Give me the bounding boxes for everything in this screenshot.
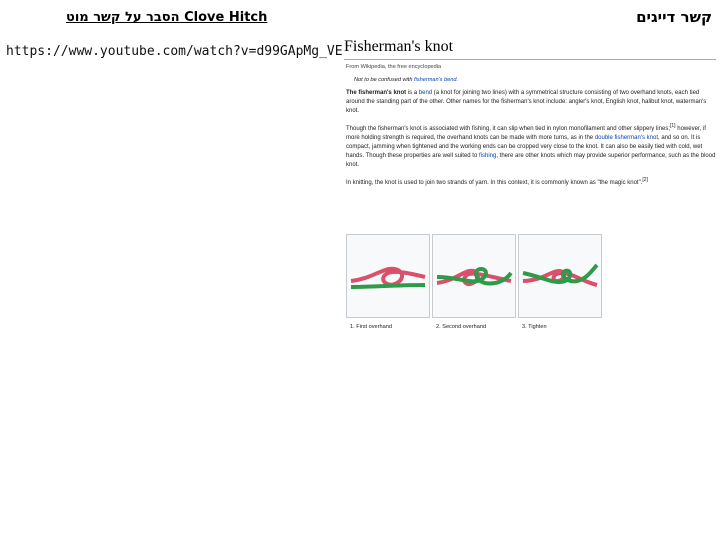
paragraph-1-text-b: (a knot for joining two lines) with a symmetrical structure consisting of two overhand knots, each tied around the standing part of the other. Other names for the fisherman's knot include: angler's knot, English knot, halibut knot, waterman's knot. [346,90,707,114]
paragraph-1-text-a: is a [406,90,419,96]
slide-title: קשר דייגים [636,8,712,26]
article-source-line: From Wikipedia, the free encyclopedia [346,64,442,70]
hatnote-link[interactable]: fisherman's bend [414,77,457,83]
gallery-item-first-overhand [346,234,430,330]
paragraph-2-text-c: , and so on. It is compact, jamming when tightened and the working ends can be cropped very close to the knot. It can also be easily tied with cold, wet hands. Though these properties are well suited to [346,135,703,159]
gallery-item-second-overhand [432,234,516,330]
paragraph-2-text-a: Though the fisherman's knot is associated with fishing, it can slip when tied in nylon monofilament and other slippery lines; [346,126,670,132]
gallery-item-tighten [518,234,602,330]
gallery-caption-3: 3. Tighten [522,324,547,330]
reference-2[interactable]: [2] [642,177,648,183]
hatnote-suffix: . [456,77,459,83]
knot-image-1[interactable] [346,234,430,318]
paragraph-3 [346,176,716,188]
double-fishermans-link[interactable]: double fisherman's knot [594,135,658,141]
paragraph-2-text-d: , there are other knots which may provide superior performance, such as the blood knot. [346,153,716,168]
paragraph-1 [346,89,716,116]
knot-image-3[interactable] [518,234,602,318]
paragraph-2 [346,122,716,170]
bend-link[interactable]: bend [418,90,433,96]
wikipedia-screenshot [344,38,716,334]
fishing-link[interactable]: fishing [478,153,497,159]
video-link[interactable]: https://www.youtube.com/watch?v=d99GApMg_VE [6,44,343,59]
article-heading: Fisherman's knot [344,38,716,60]
gallery-caption-2: 2. Second overhand [436,324,487,330]
knot-gallery [346,234,602,330]
paragraph-2-text-b: however, if more holding strength is required, the overhand knots can be made with more turns, as in the [346,126,706,141]
slide-subtitle: הסבר על קשר מוט Clove Hitch [66,10,268,25]
gallery-caption-1: 1. First overhand [350,324,392,330]
hatnote-prefix: Not to be confused with [354,77,415,83]
paragraph-1-bold: The fisherman's knot [346,90,407,96]
paragraph-3-text: In knitting, the knot is used to join two strands of yarn. In this context, it is commonly known as "the magic knot". [346,180,643,186]
knot-image-2[interactable] [432,234,516,318]
hatnote [354,77,716,83]
reference-1[interactable]: [1] [670,123,676,129]
